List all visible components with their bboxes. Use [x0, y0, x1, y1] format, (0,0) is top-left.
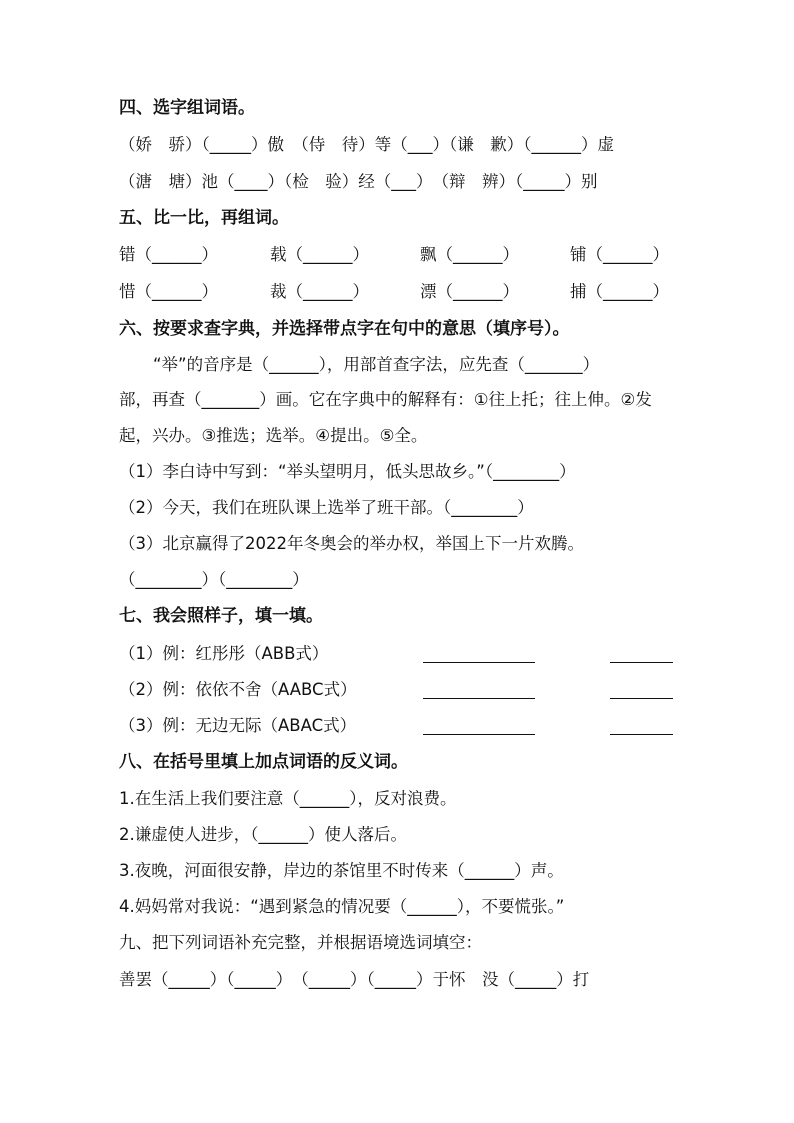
section-8-title: 八、在括号里填上加点词语的反义词。 — [119, 752, 408, 772]
compare-cell: 铺（______） — [570, 245, 669, 264]
compare-cell: 惜（______） — [119, 282, 218, 301]
answer-blank[interactable] — [423, 648, 535, 663]
compare-cell: 漂（______） — [420, 282, 519, 301]
compare-cell: 飘（______） — [420, 245, 519, 264]
answer-blank[interactable] — [423, 720, 535, 735]
section-7-title: 七、我会照样子，填一填。 — [119, 606, 323, 626]
compare-cell: 载（______） — [270, 245, 369, 264]
section-6-paragraph-3: 起，兴办。③推选；选举。④提出。⑤全。 — [119, 426, 428, 445]
section-6-paragraph-2: 部，再查（_______）画。它在字典中的解释有：①往上托；往上伸。②发 — [119, 390, 652, 409]
section-9-title: 九、把下列词语补充完整，并根据语境选词填空： — [119, 933, 482, 952]
antonym-item: 4.妈妈常对我说：“遇到紧急的情况要（______），不要慌张。” — [119, 897, 565, 916]
antonym-item: 1.在生活上我们要注意（______），反对浪费。 — [119, 789, 457, 808]
compare-cell: 捕（______） — [570, 282, 669, 301]
answer-blank[interactable] — [610, 648, 673, 663]
section-4-title: 四、选字组词语。 — [119, 98, 255, 118]
section-5-title: 五、比一比，再组词。 — [119, 208, 289, 228]
section-4-line-1: （娇 骄）（_____）傲 （侍 待）等（___）（谦 歉）（______）虚 — [119, 135, 614, 154]
section-6-question-2: （2）今天，我们在班队课上选举了班干部。（________） — [119, 498, 534, 517]
pattern-item: （1）例：红彤彤（ABB式） — [119, 644, 329, 663]
section-6-paragraph-1: “举”的音序是（______），用部首查字法，应先查（_______） — [153, 355, 600, 374]
section-6-question-3-answers: （________）（________） — [119, 570, 309, 589]
pattern-item: （2）例：依依不舍（AABC式） — [119, 680, 357, 699]
section-9-line-1: 善罢（_____）（_____） （_____）（_____）于怀 没（_____）打 — [119, 970, 590, 989]
section-6-title: 六、按要求查字典，并选择带点字在句中的意思（填序号）。 — [119, 319, 570, 339]
answer-blank[interactable] — [610, 684, 673, 699]
antonym-item: 2.谦虚使人进步，（______）使人落后。 — [119, 825, 407, 844]
pattern-item: （3）例：无边无际（ABAC式） — [119, 716, 357, 735]
section-6-question-3: （3）北京赢得了2022年冬奥会的举办权，举国上下一片欢腾。 — [119, 534, 584, 553]
answer-blank[interactable] — [610, 720, 673, 735]
section-4-line-2: （溏 塘）池（____）（检 验）经（___） （辩 辨）（_____）别 — [119, 172, 598, 191]
antonym-item: 3.夜晚，河面很安静，岸边的茶馆里不时传来（______）声。 — [119, 861, 564, 880]
compare-cell: 错（______） — [119, 245, 218, 264]
section-6-question-1: （1）李白诗中写到：“举头望明月，低头思故乡。”（________） — [119, 462, 576, 481]
answer-blank[interactable] — [423, 684, 535, 699]
compare-cell: 裁（______） — [270, 282, 369, 301]
